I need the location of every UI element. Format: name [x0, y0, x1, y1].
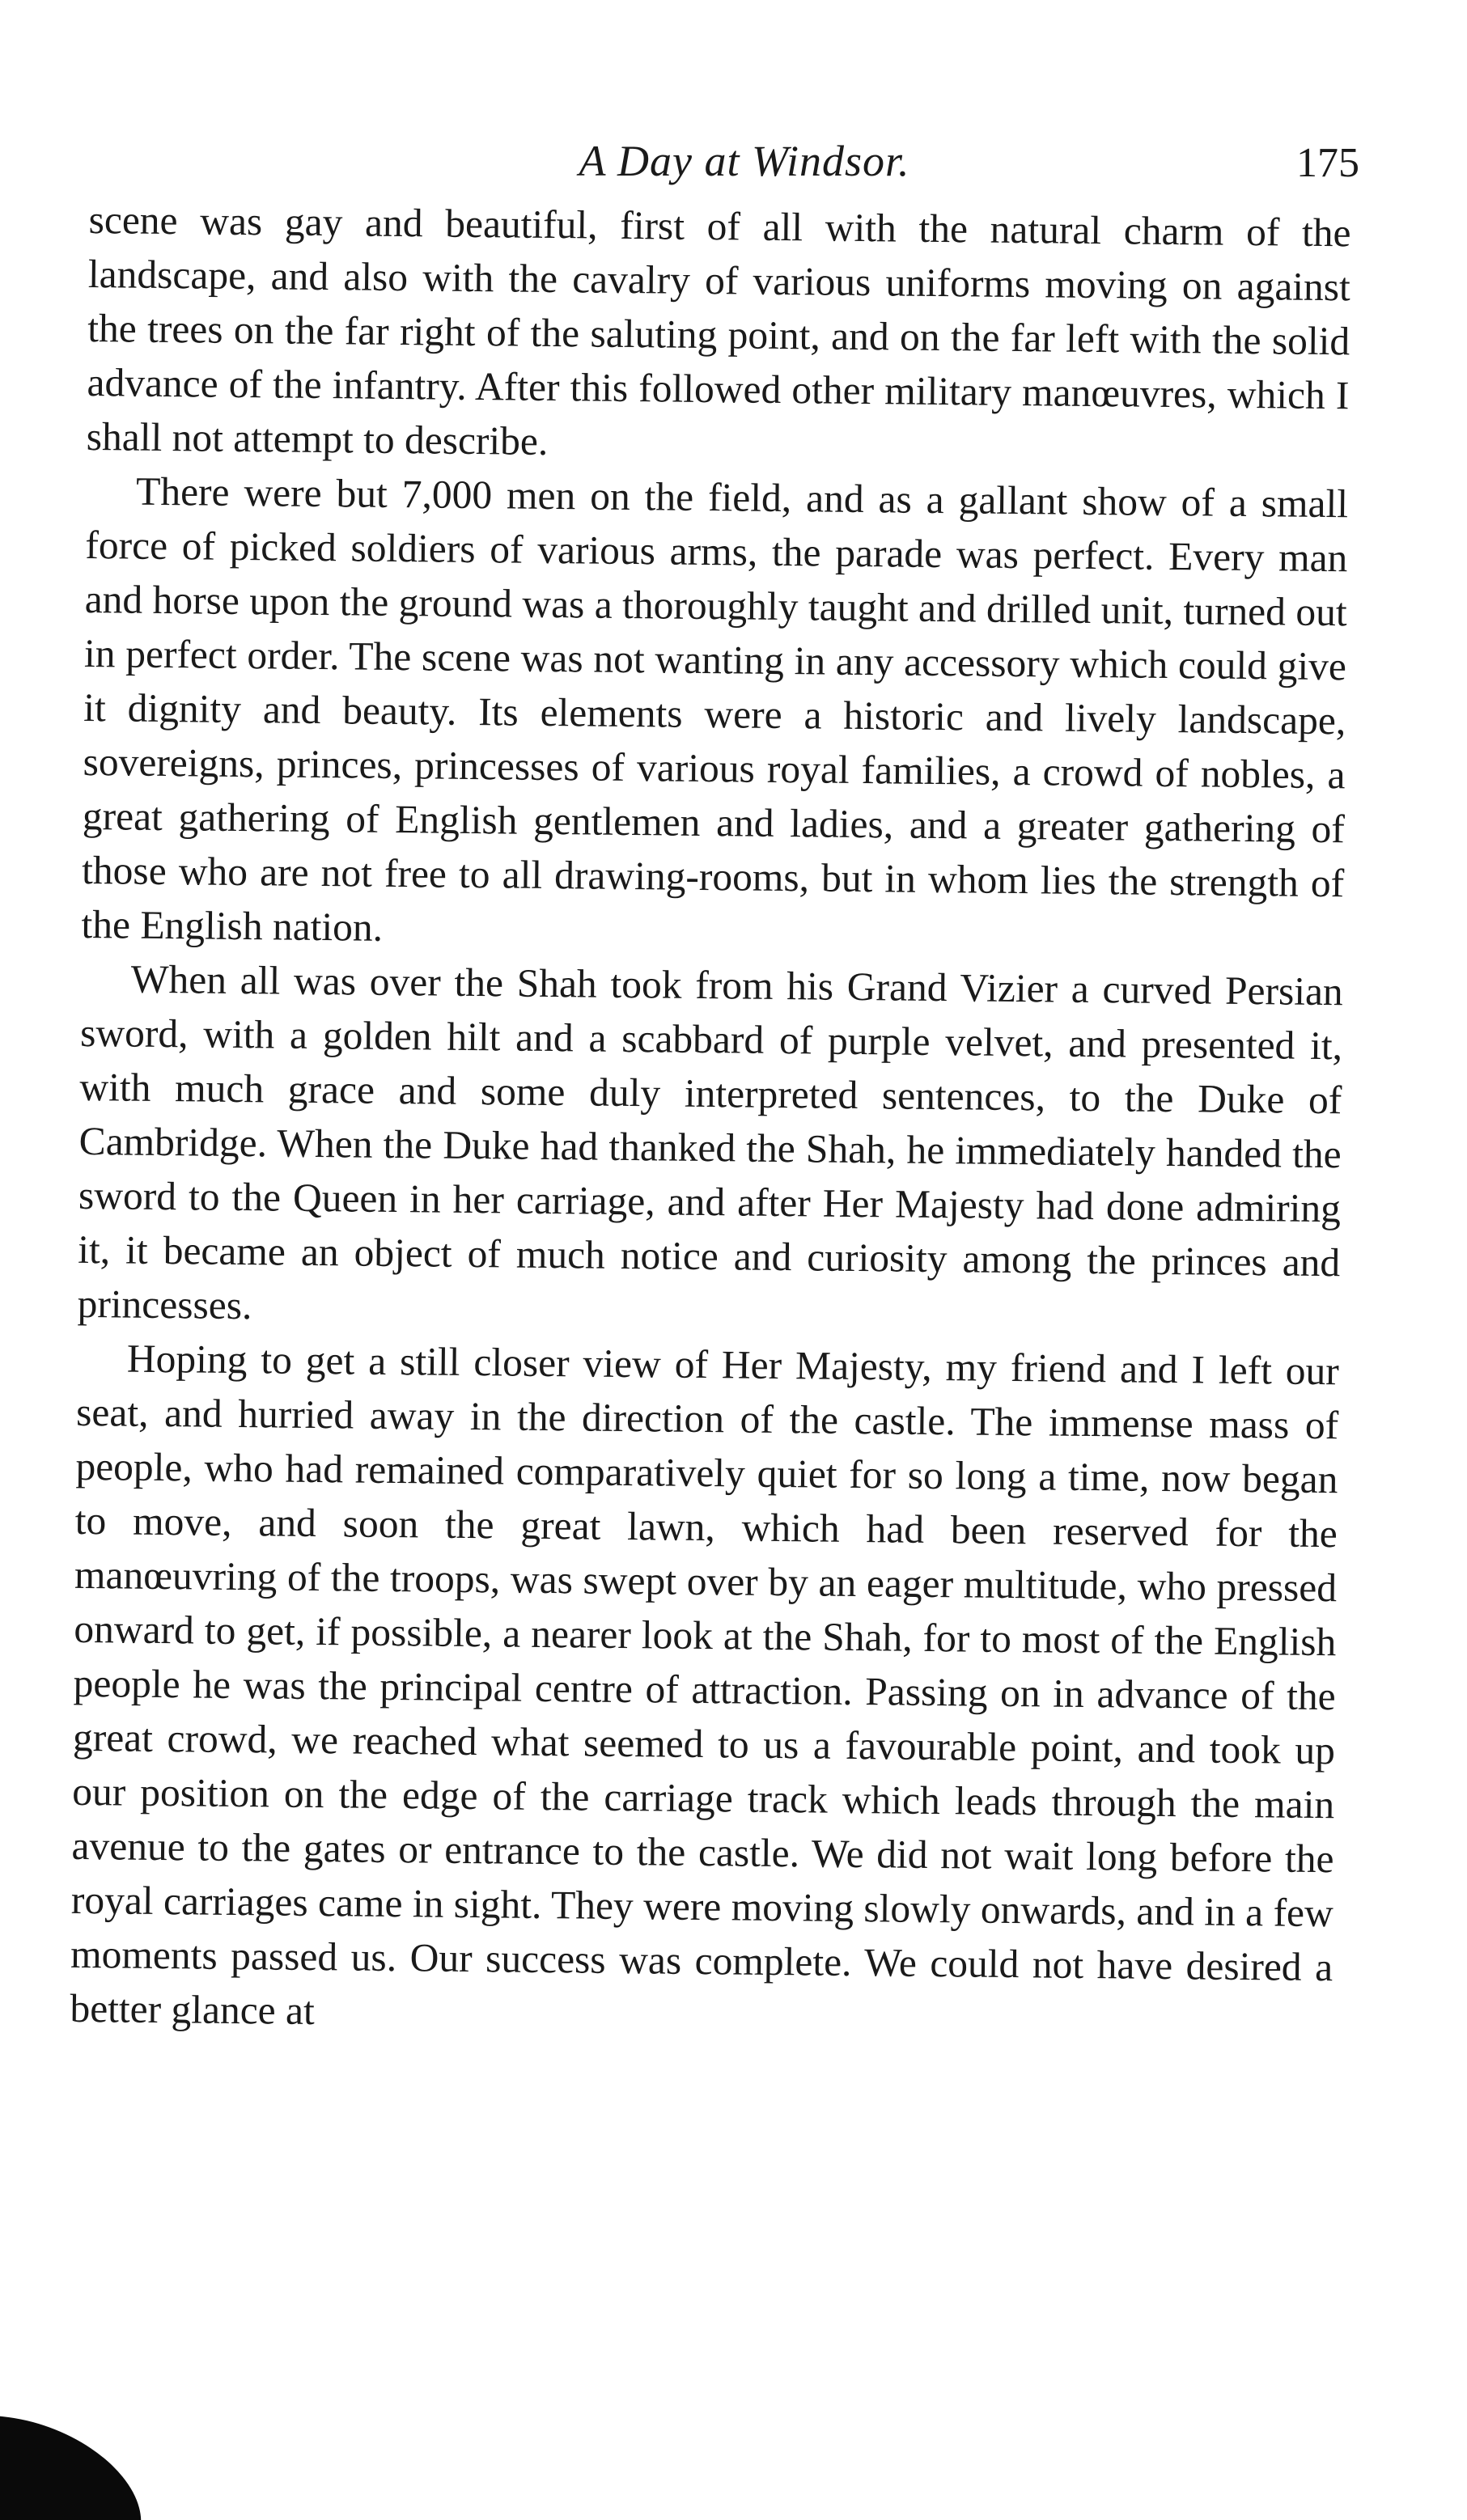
page-edge-shadow — [0, 2386, 163, 2520]
paragraph-2: There were but 7,000 men on the field, and as a gallant show of a small force of picked soldiers of various arms, the parade was perfect. Every man and horse upon the ground was a thoroughly taught and drilled unit, turned out in perfect order. The scene was not wanting in any accessory which could give it dignity and beauty. Its elements were a historic and lively landscape, sovereigns, princes, princesses of various royal families, a crowd of nobles, a great gathering of English gentlemen and ladies, and a greater gathering of those who are not free to all drawing-rooms, but in whom lies the strength of the English nation. — [81, 468, 1349, 950]
body-text — [70, 193, 1351, 2048]
running-title: A Day at Windsor. — [579, 137, 910, 185]
paragraph-3: When all was over the Shah took from his Grand Vizier a curved Persian sword, with a golden hilt and a scabbard of purple velvet, and presented it, with much grace and some duly interpreted sentences, to the Duke of Cambridge. When the Duke had thanked the Shah, he immediately handed the sword to the Queen in her carriage, and after Her Majesty had done admiring it, it became an object of much notice and curiosity among the princes and princesses. — [77, 956, 1344, 1328]
paragraph-1: scene was gay and beautiful, first of all with the natural charm of the landscape, and also with the cavalry of various uniforms moving on against the trees on the far right of the saluting point, and on the far left with the solid advance of the infantry. After this followed other military manœuvres, which I shall not attempt to describe. — [86, 197, 1351, 464]
paragraph-4: Hoping to get a still closer view of Her Majesty, my friend and I left our seat, and hurried away in the direction of the castle. The immense mass of people, who had remained comparatively quiet for so long a time, now began to move, and soon the great lawn, which had been reserved for the manœuvring of the troops, was swept over by an eager multitude, who pressed onward to get, if possible, a nearer look at the Shah, for to most of the English people he was the principal centre of attraction. Passing on in advance of the great crowd, we reached what seemed to us a favourable point, and took up our position on the edge of the carriage track which leads through the main avenue to the gates or entrance to the castle. We did not wait long before the royal carriages came in sight. They were moving slowly onwards, and in a few moments passed us. Our success was complete. We could not have desired a better glance at — [70, 1336, 1340, 2034]
page-number: 175 — [1296, 140, 1359, 186]
running-head — [97, 136, 1359, 193]
